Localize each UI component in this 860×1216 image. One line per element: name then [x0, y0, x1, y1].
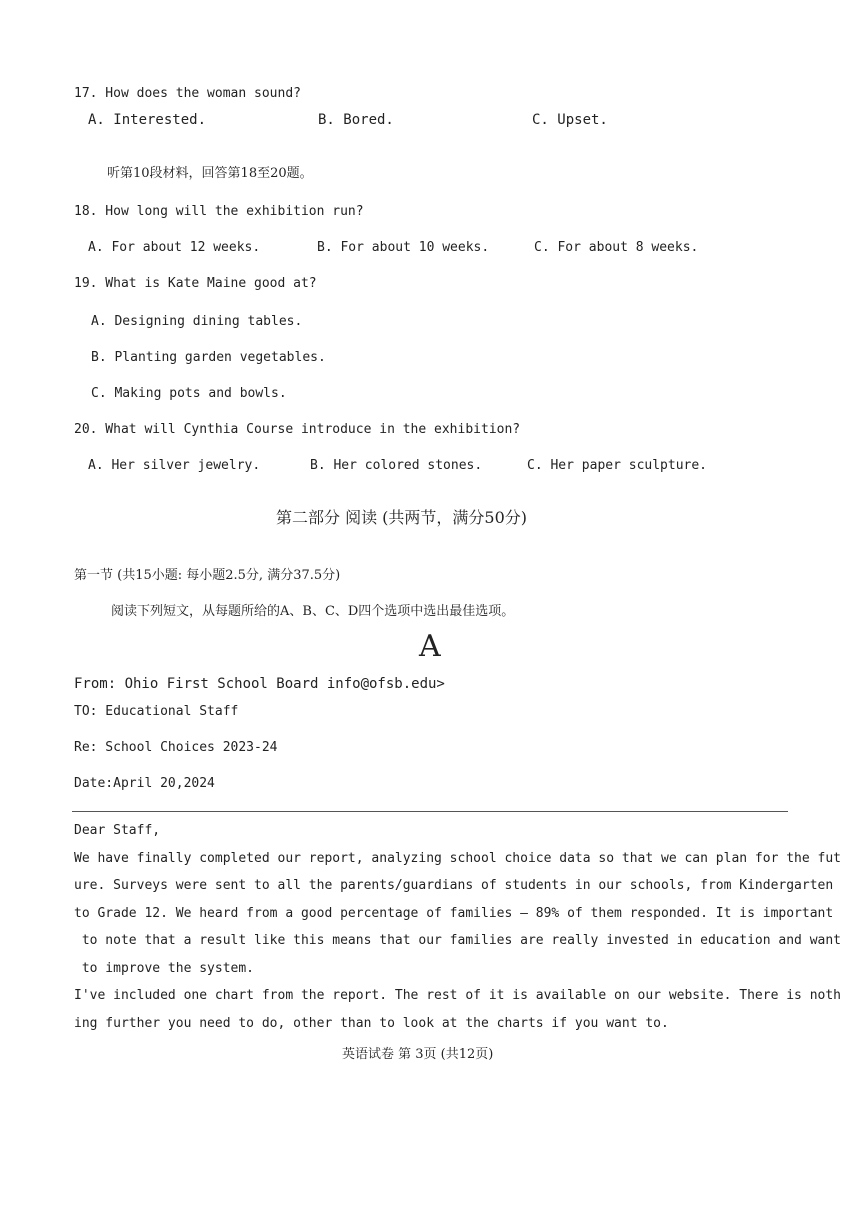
- listening-section-note: 听第10段材料，回答第18至20题。: [107, 166, 313, 181]
- passage-letter: A: [419, 629, 441, 664]
- email-greeting: Dear Staff,: [74, 823, 161, 838]
- email-divider: [72, 811, 788, 812]
- email-body-line: I've included one chart from the report. The rest of it is available on our website. There is noth: [74, 988, 842, 1003]
- question-20-option-b: B. Her colored stones.: [310, 458, 483, 473]
- email-body-line: ure. Surveys were sent to all the parents/guardians of students in our schools, from Kindergarten: [74, 878, 834, 893]
- email-body-line: We have finally completed our report, analyzing school choice data so that we can plan for the fut: [74, 851, 842, 866]
- question-20-option-a: A. Her silver jewelry.: [88, 458, 261, 473]
- question-19-stem: 19. What is Kate Maine good at?: [74, 276, 317, 291]
- question-19-option-b: B. Planting garden vegetables.: [91, 350, 326, 365]
- question-19-option-c: C. Making pots and bowls.: [91, 386, 287, 401]
- part-two-heading: 第二部分 阅读 (共两节，满分50分): [276, 508, 528, 527]
- question-17-option-c: C. Upset.: [532, 112, 608, 128]
- question-20-option-c: C. Her paper sculpture.: [527, 458, 708, 473]
- email-body-line: to note that a result like this means that our families are really invested in education and want: [74, 933, 842, 948]
- question-19-option-a: A. Designing dining tables.: [91, 314, 303, 329]
- question-18-option-a: A. For about 12 weeks.: [88, 240, 261, 255]
- page-footer: 英语试卷 第 3页 (共12页): [342, 1047, 494, 1062]
- email-subject: Re: School Choices 2023-24: [74, 740, 278, 755]
- question-20-stem: 20. What will Cynthia Course introduce in the exhibition?: [74, 422, 521, 437]
- reading-instruction: 阅读下列短文，从每题所给的A、B、C、D四个选项中选出最佳选项。: [111, 604, 515, 619]
- question-17-option-a: A. Interested.: [88, 112, 207, 128]
- email-to: TO: Educational Staff: [74, 704, 239, 719]
- question-18-stem: 18. How long will the exhibition run?: [74, 204, 364, 219]
- question-17-option-b: B. Bored.: [318, 112, 394, 128]
- email-date: Date:April 20,2024: [74, 776, 215, 791]
- question-18-option-c: C. For about 8 weeks.: [534, 240, 699, 255]
- email-from: From: Ohio First School Board info@ofsb.edu>: [74, 676, 445, 692]
- section-one-heading: 第一节 (共15小题: 每小题2.5分, 满分37.5分): [74, 568, 341, 583]
- email-body-line: to Grade 12. We heard from a good percentage of families — 89% of them responded. It is important: [74, 906, 834, 921]
- question-18-option-b: B. For about 10 weeks.: [317, 240, 490, 255]
- question-17-stem: 17. How does the woman sound?: [74, 86, 301, 101]
- email-body-line: to improve the system.: [74, 961, 255, 976]
- email-body-line: ing further you need to do, other than to look at the charts if you want to.: [74, 1016, 669, 1031]
